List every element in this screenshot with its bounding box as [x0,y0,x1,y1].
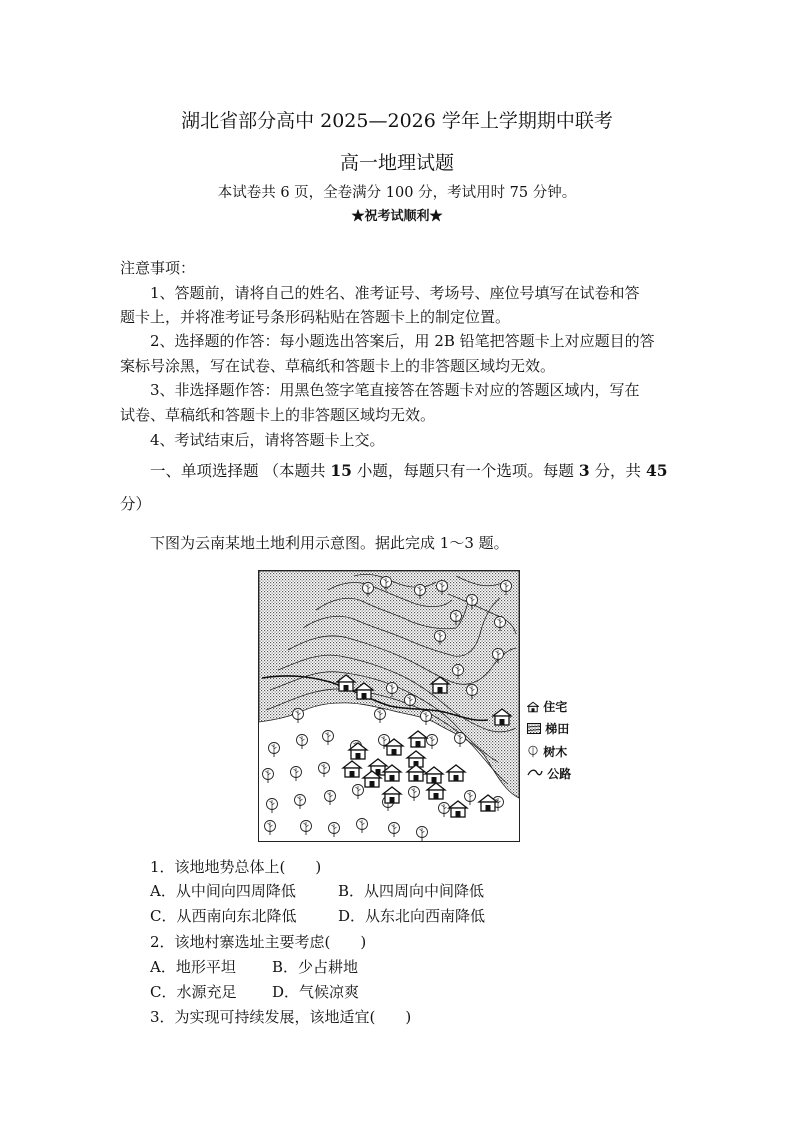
notice-item-2-cont: 案标号涂黑，写在试卷、草稿纸和答题卡上的非答题区域均无效。 [120,357,556,375]
legend-terrace [527,720,569,737]
question-2: 2．该地村寨选址主要考虑( ) [150,933,367,951]
section-label: 一、单项选择题 [150,462,259,480]
house-icon [527,701,539,713]
question-1: 1．该地地势总体上( ) [150,858,322,876]
q1-option-d: D．从东北向西南降低 [338,907,486,925]
exam-wish: ★祝考试顺利★ [351,209,443,224]
notice-item-1-cont: 题卡上，并将准考证号条形码粘贴在答题卡上的制定位置。 [120,308,511,326]
legend-road-label: 公路 [547,767,572,781]
q2-option-d: D．气候凉爽 [272,983,360,1001]
section-heading [150,459,668,481]
question-intro: 下图为云南某地土地利用示意图。据此完成 1～3 题。 [150,534,509,552]
notice-item-3: 3、非选择题作答：用黑色签字笔直接答在答题卡对应的答题区域内，写在 [150,381,640,399]
notice-item-2: 2、选择题的作答：每小题选出答案后，用 2B 铅笔把答题卡上对应题目的答 [150,332,655,350]
section-score: 3 [578,461,590,480]
land-use-map [258,570,520,842]
legend-road [527,765,571,782]
notice-item-4: 4、考试结束后，请将答题卡上交。 [150,431,385,449]
legend-tree [527,743,567,760]
section-heading-end: 分） [120,495,152,513]
notice-item-1: 1、答题前，请将自己的姓名、准考证号、考场号、座位号填写在试卷和答 [150,284,640,302]
tree-icon [527,745,539,758]
q2-option-c: C．水源充足 [150,983,237,1001]
notice-heading: 注意事项： [120,259,196,277]
notice-item-3-cont: 试卷、草稿纸和答题卡上的非答题区域均无效。 [120,406,436,424]
section-desc-b: 小题，每题只有一个选项。每题 [351,462,579,480]
terrace-icon [527,723,541,734]
section-total: 45 [645,461,668,480]
legend-terrace-label: 梯田 [545,722,570,736]
question-3: 3．为实现可持续发展，该地适宜( ) [150,1008,412,1026]
exam-title: 湖北省部分高中 2025—2026 学年上学期期中联考 [181,110,613,132]
section-desc-c: 分，共 [589,462,646,480]
exam-info: 本试卷共 6 页，全卷满分 100 分，考试用时 75 分钟。 [217,185,577,201]
exam-subtitle: 高一地理试题 [339,152,454,174]
q2-option-b: B．少占耕地 [272,958,359,976]
q2-option-a: A．地形平坦 [150,958,236,976]
section-desc-a: （本题共 [263,462,331,480]
legend-house [527,698,567,715]
q1-option-b: B．从四周向中间降低 [338,882,485,900]
legend-house-label: 住宅 [543,700,568,714]
road-icon [527,768,543,778]
q1-option-c: C．从西南向东北降低 [150,907,297,925]
section-count: 15 [330,461,352,480]
q1-option-a: A．从中间向四周降低 [150,882,296,900]
legend-tree-label: 树木 [543,745,568,759]
